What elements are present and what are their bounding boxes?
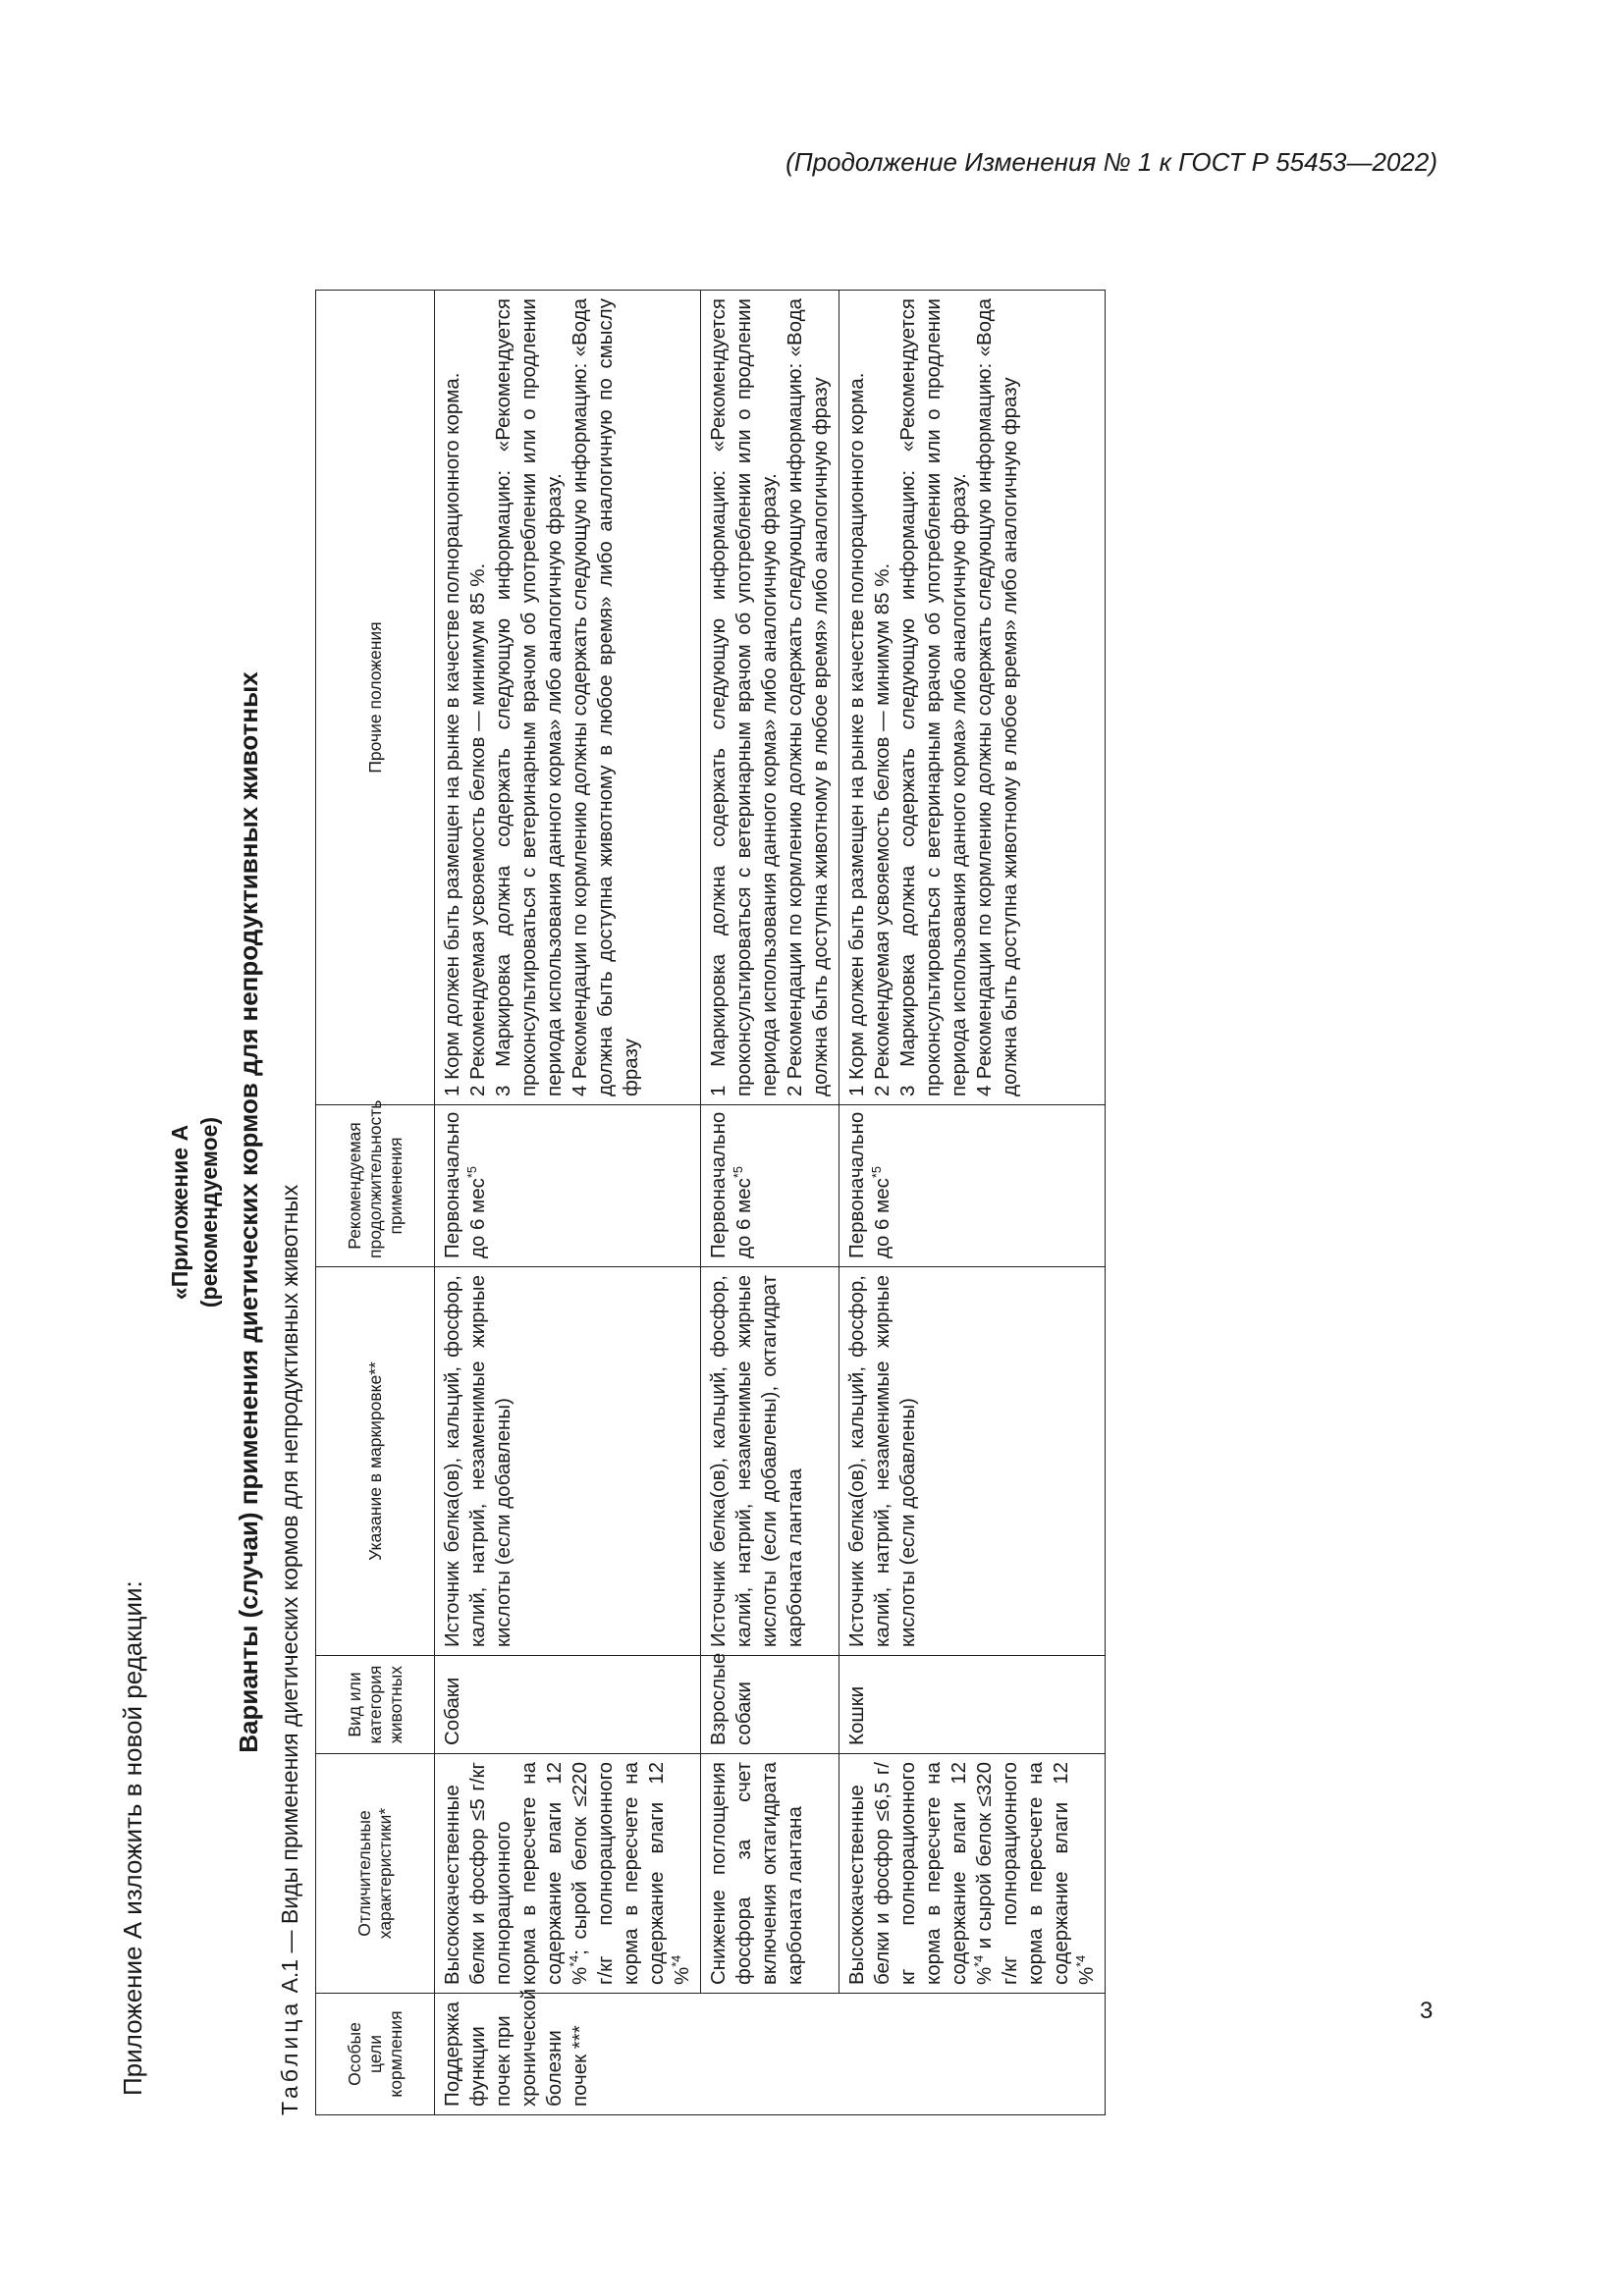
cell-other [435,291,701,1105]
cell-labeling: Источник белка(ов), кальций, фосфор, калий, натрий, незаменимые жирные кислоты (если добавлены) [435,1267,701,1656]
footnote-ref: *4 [567,1954,582,1967]
note-item: 1 Корм должен быть размещен на рынке в качестве полнорационного корма. [441,372,463,1096]
note-item: 3 Маркировка должна содержать следующую информацию: «Рекомендуется проконсультироваться с ветеринарным врачом об употреблении или о продлении периода использования данного корма» либо аналогичную фразу. [896,298,970,1096]
appendix-label: «Приложение А [167,1124,192,1301]
note-item: 2 Рекомендуемая усвояемость белков — минимум 85 %. [871,562,893,1096]
cell-other [701,291,839,1105]
table-caption-text: — Виды применения диетических кормов для непродуктивных животных [277,1184,302,1959]
duration-text: Первоначально до 6 мес [707,1111,755,1258]
footnote-ref: *4 [971,1954,987,1967]
cell-duration [435,1105,701,1267]
note-item: 2 Рекомендации по кормлению должны содержать следующую информацию: «Вода должна быть доступна животному в любое время» либо аналогичную фразу [784,298,832,1096]
note-item: 1 Корм должен быть размещен на рынке в качестве полнорационного корма. [845,372,868,1096]
footnote-ref: *5 [869,1166,885,1179]
header-goal: Особые цели кормления [316,1994,435,2115]
cell-species: Взрослые собаки [701,1656,839,1754]
cell-goal: Поддержка функции почек при хронической болезни почек *** [435,1994,1106,2115]
note-item: 4 Рекомендации по кормлению должны содержать следующую информацию: «Вода должна быть доступна животному в любое время» либо аналогичную фразу [973,298,1021,1096]
footnote-ref: *4 [669,1954,684,1967]
table-caption-number: А.1 [277,1958,302,1994]
continuation-header: (Продолжение Изменения № 1 к ГОСТ Р 55453—2022) [785,147,1437,177]
note-item: 4 Рекомендации по кормлению должны содержать следующую информацию: «Вода должна быть доступна животному в любое время» либо аналогичную по смыслу фразу [568,298,642,1096]
cell-labeling: Источник белка(ов), кальций, фосфор, калий, натрий, незаменимые жирные кислоты (если добавлены) [839,1267,1106,1656]
duration-text: Первоначально до 6 мес [845,1111,893,1258]
page-number: 3 [1420,1998,1434,2024]
note-item: 1 Маркировка должна содержать следующую информацию: «Рекомендуется проконсультироваться с ветеринарным врачом об употреблении или о продлении периода использования данного корма» либо аналогичную фразу. [707,298,781,1096]
footnote-ref: *5 [464,1166,480,1179]
table-row [435,291,701,2115]
cell-species: Собаки [435,1656,701,1754]
feed-usage-table [315,290,1106,2115]
table-row [701,291,839,2115]
header-characteristics: Отличительные характеристики* [316,1754,435,1994]
cell-species: Кошки [839,1656,1106,1754]
table-header-row [316,291,435,2115]
note-item: 3 Маркировка должна содержать следующую информацию: «Рекомендуется проконсультироваться с ветеринарным врачом об употреблении или о продлении периода использования данного корма» либо аналогичную фразу. [492,298,566,1096]
characteristics-text: и сырой белок ≤320 г/кг полнорационного корма в пересчете на содержание влаги 12 % [973,1762,1098,1985]
cell-labeling: Источник белка(ов), кальций, фосфор, калий, натрий, незаменимые жирные кислоты (если добавлены), октагидрат карбоната лантана [701,1267,839,1656]
footnote-ref: *4 [1073,1954,1089,1967]
table-caption [277,1185,303,2115]
cell-other [839,291,1106,1105]
duration-text: Первоначально до 6 мес [441,1111,489,1258]
header-labeling: Указание в маркировке** [316,1267,435,1656]
characteristics-text: Высококачественные белки и фосфор ≤6,5 г/кг полнорационного корма в пересчете на содержание влаги 12 % [845,1762,996,1985]
intro-text: Приложение А изложить в новой редакции: [118,1580,147,2096]
cell-characteristics [435,1754,701,1994]
table-row [839,291,1106,2115]
document-title: Варианты (случаи) применения диетических кормов для непродуктивных животных [234,671,263,1753]
cell-duration [839,1105,1106,1267]
header-other: Прочие положения [316,291,435,1105]
note-item: 2 Рекомендуемая усвояемость белков — минимум 85 %. [466,562,489,1096]
characteristics-text: Высококачественные белки и фосфор ≤5 г/кг полнорационного корма в пересчете на содержание влаги 12 % [441,1762,591,1985]
header-species: Вид или категория животных [316,1656,435,1754]
header-duration: Рекомендуемая продолжительность применения [316,1105,435,1267]
appendix-heading [165,270,224,2155]
appendix-status: (рекомендуемое) [196,1116,222,1308]
footnote-ref: *5 [731,1166,746,1179]
cell-characteristics [839,1754,1106,1994]
table-caption-prefix: Таблица [277,1999,302,2115]
characteristics-text: ; сырой белок ≤220 г/кг полнорационного корма в пересчете на содержание влаги 12 % [568,1762,693,1985]
cell-duration [701,1105,839,1267]
rotated-content [108,270,1478,2155]
cell-characteristics: Снижение поглощения фосфора за счет включения октагидрата карбоната лантана [701,1754,839,1994]
